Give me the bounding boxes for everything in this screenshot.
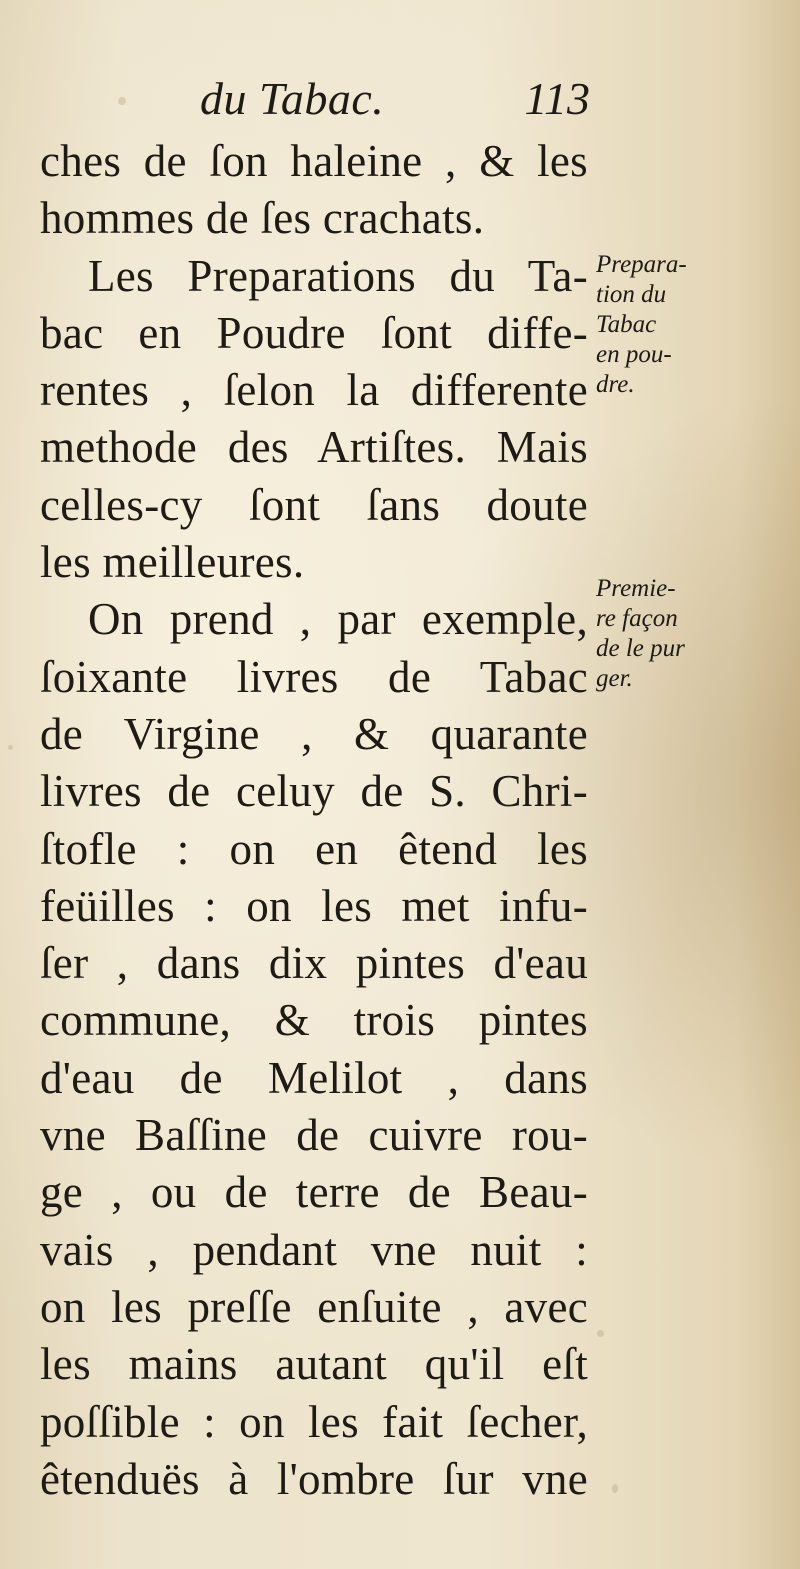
text-line: ches de ſon haleine , & les — [40, 136, 588, 186]
text-line: Les Preparations du Ta- — [88, 250, 588, 301]
margin-note-line: re façon — [596, 605, 678, 632]
text-line: ſer , dans dix pintes d'eau — [40, 938, 588, 989]
text-line: On prend , par exemple, — [88, 594, 588, 645]
margin-note-line: Tabac — [596, 311, 657, 338]
text-line: ſtofle : on en êtend les — [40, 823, 588, 874]
page-number: 113 — [524, 73, 590, 124]
margin-note-line: dre. — [596, 371, 635, 398]
text-line: vne Baſſine de cuivre rou- — [40, 1110, 588, 1161]
text-line: ge , ou de terre de Beau- — [40, 1167, 588, 1218]
margin-note-first-method — [596, 574, 736, 694]
text-line: methode des Artiſtes. Mais — [40, 422, 588, 473]
paper-stain — [597, 1330, 604, 1337]
text-line: bac en Poudre ſont diffe- — [40, 307, 588, 358]
running-title: du Tabac. — [200, 73, 385, 124]
margin-note-line: en pou- — [596, 341, 672, 368]
paper-stain — [8, 745, 13, 750]
text-line: rentes , ſelon la differente — [40, 365, 588, 416]
paper-stain — [612, 1484, 618, 1493]
margin-note-line: tion du — [596, 281, 667, 308]
margin-note-line: Premie- — [596, 575, 676, 602]
text-line: vais , pendant vne nuit : — [40, 1224, 588, 1275]
body-text — [40, 133, 588, 1508]
text-line: d'eau de Melilot , dans — [40, 1052, 588, 1103]
text-line: feüilles : on les met infu- — [40, 880, 588, 931]
margin-note-line: ger. — [596, 665, 633, 692]
text-line: livres de celuy de S. Chri- — [40, 766, 588, 817]
text-line: les meilleures. — [40, 537, 305, 588]
margin-note-preparation — [596, 250, 736, 400]
paper-stain — [118, 97, 126, 105]
text-line: poſſible : on les fait ſecher, — [40, 1396, 588, 1447]
text-line: on les preſſe enſuite , avec — [40, 1281, 588, 1332]
text-line: ſoixante livres de Tabac — [40, 651, 588, 702]
text-line: celles-cy ſont ſans doute — [40, 479, 588, 530]
margin-note-line: de le pur — [596, 635, 685, 662]
margin-note-line: Prepara- — [596, 251, 687, 278]
page-header — [200, 72, 590, 132]
text-line: êtenduës à l'ombre ſur vne — [40, 1453, 588, 1504]
text-line: les mains autant qu'il eſt — [40, 1339, 588, 1390]
text-line: de Virgine , & quarante — [40, 708, 588, 759]
text-line: commune, & trois pintes — [40, 995, 588, 1046]
text-line: hommes de ſes crachats. — [40, 193, 485, 244]
